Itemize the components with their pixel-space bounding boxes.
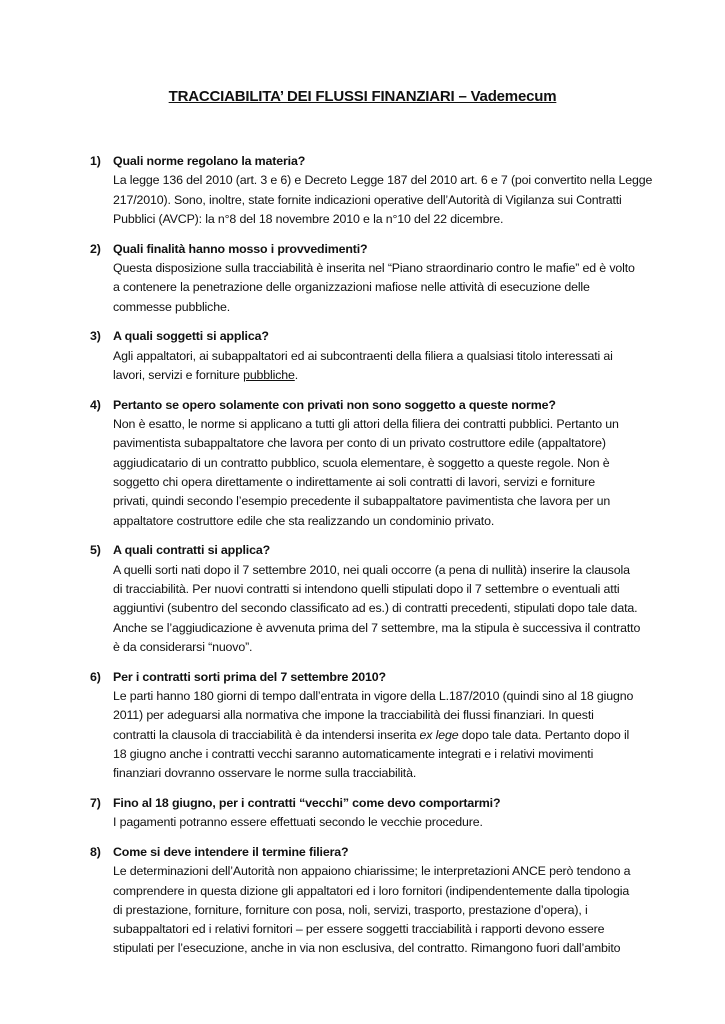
question: [90, 843, 690, 862]
question-number: 8): [90, 845, 101, 859]
question-number: 6): [90, 669, 101, 684]
question: [90, 240, 690, 259]
answer-line: 217/2010). Sono, inoltre, state fornite indicazioni operative dell’Autorità di Vigilanza sui Contratti: [113, 192, 622, 207]
answer-line: Non è esatto, le norme si applicano a tutti gli attori della filiera dei contratti pubblici. Pertanto un: [113, 417, 619, 432]
question-text: A quali soggetti si applica?: [113, 329, 269, 344]
question-text: Quali norme regolano la materia?: [113, 154, 306, 168]
question-number: 7): [90, 795, 101, 810]
text-segment: .: [294, 367, 299, 382]
faq-item: [90, 794, 690, 833]
question: [90, 541, 690, 560]
text-segment: contratti la clausola di tracciabilità è da intendersi inserita: [113, 727, 420, 742]
question: [90, 668, 690, 687]
faq-list: [90, 152, 690, 969]
question: [90, 152, 690, 171]
question-text: Pertanto se opero solamente con privati non sono soggetto a queste norme?: [113, 397, 556, 412]
italic-text: ex lege: [419, 727, 459, 742]
question-text: Quali finalità hanno mosso i provvedimenti?: [113, 241, 368, 256]
answer-line: a contenere la penetrazione delle organizzazioni mafiose nelle attività di esecuzione delle: [113, 280, 590, 295]
question: [90, 396, 690, 415]
answer-line: La legge 136 del 2010 (art. 3 e 6) e Decreto Legge 187 del 2010 art. 6 e 7 (poi convertito nella Legge: [113, 173, 653, 188]
faq-item: [90, 668, 690, 784]
faq-item: [90, 843, 690, 959]
answer-line: è da considerarsi “nuovo”.: [113, 639, 253, 654]
faq-item: [90, 541, 690, 657]
answer-line: Le determinazioni dell’Autorità non appaiono chiarissime; le interpretazioni ANCE però tendono a: [113, 864, 631, 879]
answer-line: A quelli sorti nati dopo il 7 settembre 2010, nei quali occorre (a pena di nullità) inserire la clausola: [113, 562, 630, 577]
answer-line: soggetto chi opera direttamente o indirettamente ai soli contratti di lavori, servizi e forniture: [113, 474, 596, 489]
answer-line: commesse pubbliche.: [113, 299, 230, 314]
faq-item: [90, 152, 690, 229]
answer-line: [113, 726, 690, 745]
answer-line: pavimentista subappaltatore che lavora per conto di un privato costruttore edile (appaltatore): [113, 436, 606, 451]
question: [90, 794, 690, 813]
answer-line: privati, quindi secondo l’esempio precedente il subappaltatore pavimentista che lavora per un: [113, 494, 611, 509]
answer-line: di tracciabilità. Per nuovi contratti si intendono quelli stipulati dopo il 7 settembre o eventuali atti: [113, 581, 620, 596]
question-text: A quali contratti si applica?: [113, 543, 270, 558]
question-number: 1): [90, 154, 101, 168]
answer-line: Questa disposizione sulla tracciabilità è inserita nel “Piano straordinario contro le mafie” ed è volto: [113, 260, 635, 275]
question-text: Per i contratti sorti prima del 7 settembre 2010?: [113, 669, 386, 684]
answer-line: comprendere in questa dizione gli appaltatori ed i loro fornitori (indipendentemente dalla tipologia: [113, 883, 630, 898]
question-number: 4): [90, 397, 101, 412]
answer-line: Le parti hanno 180 giorni di tempo dall’entrata in vigore della L.187/2010 (quindi sino al 18 giugno: [113, 688, 634, 703]
text-segment: dopo tale data. Pertanto dopo il: [458, 727, 630, 742]
faq-item: [90, 240, 690, 317]
question-text: Come si deve intendere il termine filiera?: [113, 845, 349, 859]
question-number: 3): [90, 329, 101, 344]
question-number: 2): [90, 241, 101, 256]
answer-line: 2011) per adeguarsi alla normativa che impone la tracciabilità dei flussi finanziari. In questi: [113, 708, 594, 723]
faq-item: [90, 327, 690, 385]
question-number: 5): [90, 543, 101, 558]
answer-line: Agli appaltatori, ai subappaltatori ed ai subcontraenti della filiera a qualsiasi titolo interessati ai: [113, 348, 613, 363]
text-segment: lavori, servizi e forniture: [113, 367, 244, 382]
answer-line: 18 giugno anche i contratti vecchi saranno automaticamente integrati e i relativi movimenti: [113, 746, 594, 761]
answer-line: finanziari dovranno osservare le norme sulla tracciabilità.: [113, 766, 417, 781]
faq-item: [90, 396, 690, 531]
document-title: TRACCIABILITA’ DEI FLUSSI FINANZIARI – Vademecum: [168, 88, 557, 105]
answer-line: di prestazione, forniture, forniture con posa, noli, servizi, trasporto, prestazione d’opera), i: [113, 902, 588, 917]
underlined-text: pubbliche: [243, 367, 295, 382]
answer-line: aggiuntivi (subentro del secondo classificato ad es.) di contratti precedenti, stipulati dopo tale data.: [113, 601, 638, 616]
question-text: Fino al 18 giugno, per i contratti “vecchi” come devo comportarmi?: [113, 795, 501, 810]
answer-line: subappaltatori ed i relativi fornitori – per essere soggetti tracciabilità i rapporti devono essere: [113, 922, 605, 937]
answer-line: I pagamenti potranno essere effettuati secondo le vecchie procedure.: [113, 815, 483, 830]
answer-line: stipulati per l’esecuzione, anche in via non esclusiva, del contratto. Rimangono fuori dall’ambito: [113, 941, 621, 956]
answer-line: Anche se l’aggiudicazione è avvenuta prima del 7 settembre, ma la stipula è successiva il contratto: [113, 620, 641, 635]
answer-line: aggiudicatario di un contratto pubblico, scuola elementare, è soggetto a queste regole. Non è: [113, 455, 610, 470]
answer-line: appaltatore costruttore edile che sta realizzando un condominio privato.: [113, 513, 495, 528]
question: [90, 327, 690, 346]
answer-line: [113, 366, 690, 385]
answer-line: Pubblici (AVCP): la n°8 del 18 novembre 2010 e la n°10 del 22 dicembre.: [113, 211, 504, 226]
